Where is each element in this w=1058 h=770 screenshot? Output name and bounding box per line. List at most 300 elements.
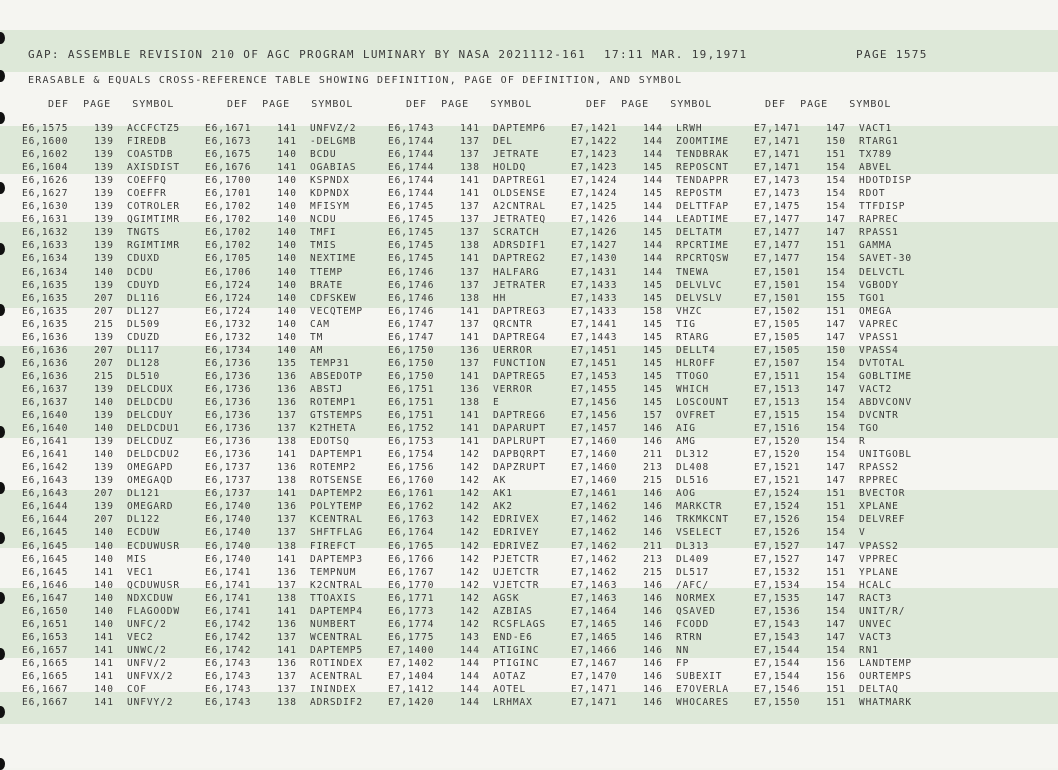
table-row <box>22 579 937 592</box>
table-row <box>22 526 937 539</box>
def-cell: E7,1546 <box>754 684 801 696</box>
symbol-cell: QGIMTIMR <box>127 214 180 226</box>
def-cell: E6,1740 <box>205 514 252 526</box>
symbol-cell: RACT3 <box>859 592 893 604</box>
symbol-cell: QCDUWUSR <box>127 579 180 591</box>
page-cell: 141 <box>277 488 297 500</box>
page-cell: 156 <box>826 657 846 669</box>
def-cell: E6,1743 <box>388 123 435 135</box>
page-cell: 137 <box>460 227 480 239</box>
def-cell: E7,1473 <box>754 175 801 187</box>
page-cell: 142 <box>460 475 480 487</box>
column-header-symbol: SYMBOL <box>132 99 175 110</box>
page-cell: 146 <box>643 670 663 682</box>
symbol-cell: DL121 <box>127 488 161 500</box>
page-cell: 137 <box>277 684 297 696</box>
symbol-cell: ADRSDIF2 <box>310 697 363 709</box>
page-cell: 211 <box>643 540 663 552</box>
table-row <box>22 566 937 579</box>
page-cell: 145 <box>643 227 663 239</box>
def-cell: E6,1741 <box>205 592 252 604</box>
def-cell: E6,1724 <box>205 305 252 317</box>
def-cell: E6,1647 <box>22 592 69 604</box>
def-cell: E6,1633 <box>22 240 69 252</box>
symbol-cell: ADRSDIF1 <box>493 240 546 252</box>
symbol-cell: CAM <box>310 318 330 330</box>
symbol-cell: JETRATER <box>493 279 546 291</box>
page-cell: 142 <box>460 605 480 617</box>
page-cell: 141 <box>460 188 480 200</box>
symbol-cell: DELVREF <box>859 514 906 526</box>
def-cell: E6,1737 <box>205 488 252 500</box>
symbol-cell: KDPNDX <box>310 188 350 200</box>
page-cell: 139 <box>94 188 114 200</box>
symbol-cell: TNEWA <box>676 266 710 278</box>
symbol-cell: MFISYM <box>310 201 350 213</box>
page-cell: 140 <box>277 201 297 213</box>
symbol-cell: DAPTEMP1 <box>310 449 363 461</box>
symbol-cell: NORMEX <box>676 592 716 604</box>
symbol-cell: ROTEMP1 <box>310 397 357 408</box>
page-cell: 154 <box>826 410 846 422</box>
def-cell: E7,1460 <box>571 449 618 461</box>
def-cell: E7,1457 <box>571 423 618 435</box>
page-cell: 135 <box>277 357 297 369</box>
symbol-cell: DELDCDU <box>127 397 174 408</box>
page-cell: 139 <box>94 279 114 291</box>
page-cell: 139 <box>94 410 114 422</box>
symbol-cell: PTIGINC <box>493 657 540 669</box>
def-cell: E7,1467 <box>571 657 618 669</box>
page-cell: 140 <box>94 684 114 696</box>
page-cell: 146 <box>643 514 663 526</box>
def-cell: E6,1665 <box>22 657 69 669</box>
symbol-cell: RPCRTQSW <box>676 253 729 265</box>
page-cell: 142 <box>460 527 480 539</box>
def-cell: E6,1604 <box>22 162 69 174</box>
symbol-cell: UJETCTR <box>493 566 540 578</box>
def-cell: E6,1766 <box>388 553 435 565</box>
page-cell: 138 <box>460 162 480 174</box>
def-cell: E6,1632 <box>22 227 69 239</box>
page-cell: 136 <box>460 344 480 356</box>
table-row <box>22 318 937 331</box>
page-cell: 154 <box>826 397 846 408</box>
page-cell: 137 <box>460 357 480 369</box>
page-cell: 137 <box>460 214 480 226</box>
page-cell: 147 <box>826 227 846 239</box>
page-cell: 142 <box>460 488 480 500</box>
def-cell: E7,1534 <box>754 579 801 591</box>
page-cell: 140 <box>94 579 114 591</box>
symbol-cell: E <box>493 397 500 408</box>
page-cell: 136 <box>277 618 297 630</box>
symbol-cell: QRCNTR <box>493 318 533 330</box>
page-cell: 141 <box>94 566 114 578</box>
page-cell: 141 <box>94 697 114 709</box>
symbol-cell: ACENTRAL <box>310 670 363 682</box>
def-cell: E6,1736 <box>205 423 252 435</box>
symbol-cell: QSAVED <box>676 605 716 617</box>
page-cell: 141 <box>94 657 114 669</box>
page-cell: 146 <box>643 631 663 643</box>
page-cell: 138 <box>277 436 297 448</box>
def-cell: E6,1767 <box>388 566 435 578</box>
page-cell: 142 <box>460 540 480 552</box>
page-cell: 147 <box>826 618 846 630</box>
def-cell: E7,1443 <box>571 331 618 343</box>
page-cell: 141 <box>94 670 114 682</box>
column-header-def: DEF <box>765 99 787 110</box>
def-cell: E6,1741 <box>205 605 252 617</box>
def-cell: E6,1754 <box>388 449 435 461</box>
page-cell: 145 <box>643 279 663 291</box>
def-cell: E7,1543 <box>754 631 801 643</box>
symbol-cell: DELTTFAP <box>676 201 729 213</box>
page-cell: 147 <box>826 331 846 343</box>
table-row <box>22 135 937 148</box>
page-cell: 142 <box>460 462 480 474</box>
symbol-cell: DAPTEMP3 <box>310 553 363 565</box>
def-cell: E6,1665 <box>22 670 69 682</box>
column-header-group <box>227 99 353 110</box>
def-cell: E7,1426 <box>571 214 618 226</box>
symbol-cell: HLROFF <box>676 357 716 369</box>
def-cell: E6,1736 <box>205 370 252 382</box>
page-cell: 158 <box>643 305 663 317</box>
table-row <box>22 213 937 226</box>
page-cell: 143 <box>460 631 480 643</box>
page-cell: 147 <box>826 462 846 474</box>
def-cell: E6,1761 <box>388 488 435 500</box>
page-cell: 144 <box>643 175 663 187</box>
page-cell: 144 <box>460 684 480 696</box>
page-cell: 141 <box>460 436 480 448</box>
def-cell: E7,1433 <box>571 292 618 304</box>
symbol-cell: FP <box>676 657 690 669</box>
def-cell: E6,1651 <box>22 618 69 630</box>
def-cell: E7,1501 <box>754 292 801 304</box>
page-cell: 140 <box>277 175 297 187</box>
table-row <box>22 161 937 174</box>
page-cell: 142 <box>460 592 480 604</box>
def-cell: E7,1535 <box>754 592 801 604</box>
page-cell: 140 <box>277 188 297 200</box>
symbol-cell: OLDSENSE <box>493 188 546 200</box>
def-cell: E7,1404 <box>388 670 435 682</box>
symbol-cell: OMEGAQD <box>127 475 174 487</box>
symbol-cell: LRHMAX <box>493 697 533 709</box>
symbol-cell: DAPTREG2 <box>493 253 546 265</box>
symbol-cell: DAPTREG6 <box>493 410 546 422</box>
symbol-cell: TM <box>310 331 324 343</box>
def-cell: E6,1742 <box>205 618 252 630</box>
symbol-cell: COEFFR <box>127 188 167 200</box>
page-cell: 154 <box>826 423 846 435</box>
page-cell: 154 <box>826 605 846 617</box>
symbol-cell: VEC2 <box>127 631 154 643</box>
column-header-def: DEF <box>406 99 428 110</box>
page-cell: 146 <box>643 618 663 630</box>
def-cell: E6,1645 <box>22 540 69 552</box>
page-cell: 142 <box>460 501 480 513</box>
page-cell: 142 <box>460 449 480 461</box>
def-cell: E6,1673 <box>205 136 252 148</box>
symbol-cell: DCDU <box>127 266 154 278</box>
symbol-cell: ZOOMTIME <box>676 136 729 148</box>
def-cell: E6,1702 <box>205 201 252 213</box>
symbol-cell: K2THETA <box>310 423 357 435</box>
def-cell: E6,1645 <box>22 553 69 565</box>
symbol-cell: TX789 <box>859 149 893 161</box>
def-cell: E6,1732 <box>205 318 252 330</box>
page-cell: 140 <box>94 592 114 604</box>
def-cell: E7,1471 <box>754 149 801 161</box>
symbol-cell: EDRIVEY <box>493 527 540 539</box>
def-cell: E7,1536 <box>754 605 801 617</box>
def-cell: E6,1642 <box>22 462 69 474</box>
paper-band <box>0 0 1058 30</box>
def-cell: E7,1501 <box>754 266 801 278</box>
def-cell: E7,1477 <box>754 227 801 239</box>
page-cell: 147 <box>826 123 846 135</box>
def-cell: E7,1441 <box>571 318 618 330</box>
symbol-cell: UNFVX/2 <box>127 670 174 682</box>
page-cell: 207 <box>94 305 114 317</box>
symbol-cell: DVCNTR <box>859 410 899 422</box>
table-row <box>22 644 937 657</box>
page-cell: 140 <box>277 331 297 343</box>
page-cell: 151 <box>826 501 846 513</box>
symbol-cell: RTARG <box>676 331 710 343</box>
symbol-cell: HCALC <box>859 579 893 591</box>
symbol-cell: AIG <box>676 423 696 435</box>
page-cell: 157 <box>643 410 663 422</box>
page-cell: 137 <box>460 266 480 278</box>
def-cell: E7,1426 <box>571 227 618 239</box>
def-cell: E6,1636 <box>22 344 69 356</box>
page-cell: 139 <box>94 201 114 213</box>
page-cell: 146 <box>643 423 663 435</box>
def-cell: E7,1451 <box>571 357 618 369</box>
symbol-cell: AM <box>310 344 324 356</box>
def-cell: E7,1427 <box>571 240 618 252</box>
symbol-cell: RDOT <box>859 188 886 200</box>
page-cell: 137 <box>277 410 297 422</box>
page-cell: 139 <box>94 136 114 148</box>
header-page-number: PAGE 1575 <box>856 48 928 61</box>
symbol-cell: NDXCDUW <box>127 592 174 604</box>
table-row <box>22 696 937 709</box>
def-cell: E6,1751 <box>388 397 435 408</box>
symbol-cell: DAPBQRPT <box>493 449 546 461</box>
def-cell: E7,1430 <box>571 253 618 265</box>
symbol-cell: POLYTEMP <box>310 501 363 513</box>
page-cell: 140 <box>94 266 114 278</box>
page-cell: 145 <box>643 292 663 304</box>
symbol-cell: WHICH <box>676 383 710 395</box>
table-row <box>22 187 937 200</box>
def-cell: E6,1742 <box>205 644 252 656</box>
def-cell: E7,1422 <box>571 136 618 148</box>
symbol-cell: K2CNTRAL <box>310 579 363 591</box>
page-cell: 144 <box>643 123 663 135</box>
page-cell: 146 <box>643 697 663 709</box>
column-header-group <box>406 99 532 110</box>
symbol-cell: UNFC/2 <box>127 618 167 630</box>
symbol-cell: EDOTSQ <box>310 436 350 448</box>
page-cell: 140 <box>94 618 114 630</box>
page-cell: 145 <box>643 370 663 382</box>
def-cell: E7,1425 <box>571 201 618 213</box>
def-cell: E6,1743 <box>205 697 252 709</box>
def-cell: E6,1762 <box>388 501 435 513</box>
symbol-cell: RN1 <box>859 644 879 656</box>
def-cell: E6,1736 <box>205 383 252 395</box>
symbol-cell: TTOAXIS <box>310 592 357 604</box>
page-cell: 140 <box>94 605 114 617</box>
symbol-cell: YPLANE <box>859 566 899 578</box>
page-cell: 215 <box>94 370 114 382</box>
symbol-cell: ROTSENSE <box>310 475 363 487</box>
def-cell: E6,1627 <box>22 188 69 200</box>
page-cell: 139 <box>94 123 114 135</box>
def-cell: E6,1736 <box>205 436 252 448</box>
def-cell: E6,1740 <box>205 501 252 513</box>
symbol-cell: DVTOTAL <box>859 357 906 369</box>
def-cell: E6,1745 <box>388 240 435 252</box>
def-cell: E6,1637 <box>22 397 69 408</box>
def-cell: E6,1744 <box>388 149 435 161</box>
page-cell: 144 <box>643 201 663 213</box>
symbol-cell: UNIT/R/ <box>859 605 906 617</box>
paper-band <box>0 724 1058 768</box>
page-cell: 207 <box>94 514 114 526</box>
symbol-cell: KSPNDX <box>310 175 350 187</box>
page-cell: 145 <box>643 318 663 330</box>
symbol-cell: OURTEMPS <box>859 670 912 682</box>
symbol-cell: VPPREC <box>859 553 899 565</box>
def-cell: E7,1511 <box>754 370 801 382</box>
page-cell: 154 <box>826 514 846 526</box>
symbol-cell: RPASS1 <box>859 227 899 239</box>
symbol-cell: DAPTEMP2 <box>310 488 363 500</box>
def-cell: E6,1644 <box>22 514 69 526</box>
def-cell: E7,1463 <box>571 592 618 604</box>
page-cell: 141 <box>277 644 297 656</box>
symbol-cell: REPOSCNT <box>676 162 729 174</box>
symbol-cell: OVFRET <box>676 410 716 422</box>
symbol-cell: VACT3 <box>859 631 893 643</box>
page-cell: 142 <box>460 566 480 578</box>
table-row <box>22 239 937 252</box>
table-row <box>22 396 937 409</box>
page-cell: 137 <box>277 423 297 435</box>
def-cell: E6,1626 <box>22 175 69 187</box>
symbol-cell: DL313 <box>676 540 710 552</box>
symbol-cell: PJETCTR <box>493 553 540 565</box>
column-header-def: DEF <box>586 99 608 110</box>
def-cell: E6,1657 <box>22 644 69 656</box>
page-cell: 146 <box>643 579 663 591</box>
symbol-cell: DELVLVC <box>676 279 723 291</box>
table-row <box>22 435 937 448</box>
def-cell: E6,1750 <box>388 370 435 382</box>
symbol-cell: WHOCARES <box>676 697 729 709</box>
def-cell: E6,1745 <box>388 214 435 226</box>
def-cell: E7,1463 <box>571 579 618 591</box>
def-cell: E6,1745 <box>388 227 435 239</box>
def-cell: E7,1460 <box>571 436 618 448</box>
page-cell: 154 <box>826 449 846 461</box>
page-cell: 136 <box>460 383 480 395</box>
symbol-cell: /AFC/ <box>676 579 710 591</box>
page-cell: 213 <box>643 462 663 474</box>
def-cell: E7,1462 <box>571 540 618 552</box>
page-cell: 136 <box>277 383 297 395</box>
symbol-cell: DELCDUZ <box>127 436 174 448</box>
page-cell: 142 <box>460 579 480 591</box>
column-header-symbol: SYMBOL <box>311 99 354 110</box>
def-cell: E6,1752 <box>388 423 435 435</box>
symbol-cell: UNITGOBL <box>859 449 912 461</box>
def-cell: E6,1706 <box>205 266 252 278</box>
def-cell: E6,1745 <box>388 253 435 265</box>
symbol-cell: TMIS <box>310 240 337 252</box>
page-cell: 140 <box>277 279 297 291</box>
symbol-cell: TTEMP <box>310 266 344 278</box>
page-cell: 145 <box>643 331 663 343</box>
page-cell: 137 <box>460 149 480 161</box>
symbol-cell: V <box>859 527 866 539</box>
page-cell: 146 <box>643 605 663 617</box>
table-row <box>22 553 937 566</box>
symbol-cell: DAPZRUPT <box>493 462 546 474</box>
page-cell: 140 <box>277 318 297 330</box>
symbol-cell: DL517 <box>676 566 710 578</box>
page-cell: 138 <box>277 475 297 487</box>
symbol-cell: UNFVZ/2 <box>310 123 357 135</box>
symbol-cell: RCSFLAGS <box>493 618 546 630</box>
page-cell: 146 <box>643 684 663 696</box>
symbol-cell: TRKMKCNT <box>676 514 729 526</box>
def-cell: E7,1400 <box>388 644 435 656</box>
def-cell: E6,1643 <box>22 475 69 487</box>
page-cell: 139 <box>94 227 114 239</box>
page-cell: 147 <box>826 318 846 330</box>
page-cell: 141 <box>460 253 480 265</box>
def-cell: E6,1744 <box>388 162 435 174</box>
def-cell: E6,1640 <box>22 423 69 435</box>
symbol-cell: DELTAQ <box>859 684 899 696</box>
def-cell: E7,1477 <box>754 240 801 252</box>
page-cell: 144 <box>643 240 663 252</box>
symbol-cell: VSELECT <box>676 527 723 539</box>
page-cell: 146 <box>643 527 663 539</box>
symbol-cell: CDUYD <box>127 279 161 291</box>
def-cell: E6,1743 <box>205 684 252 696</box>
def-cell: E6,1750 <box>388 344 435 356</box>
column-header-page: PAGE <box>83 99 112 110</box>
page-cell: 141 <box>460 423 480 435</box>
def-cell: E6,1634 <box>22 253 69 265</box>
page-cell: 150 <box>826 136 846 148</box>
def-cell: E6,1667 <box>22 697 69 709</box>
page-cell: 140 <box>94 423 114 435</box>
def-cell: E7,1502 <box>754 305 801 317</box>
def-cell: E6,1702 <box>205 214 252 226</box>
def-cell: E7,1462 <box>571 553 618 565</box>
